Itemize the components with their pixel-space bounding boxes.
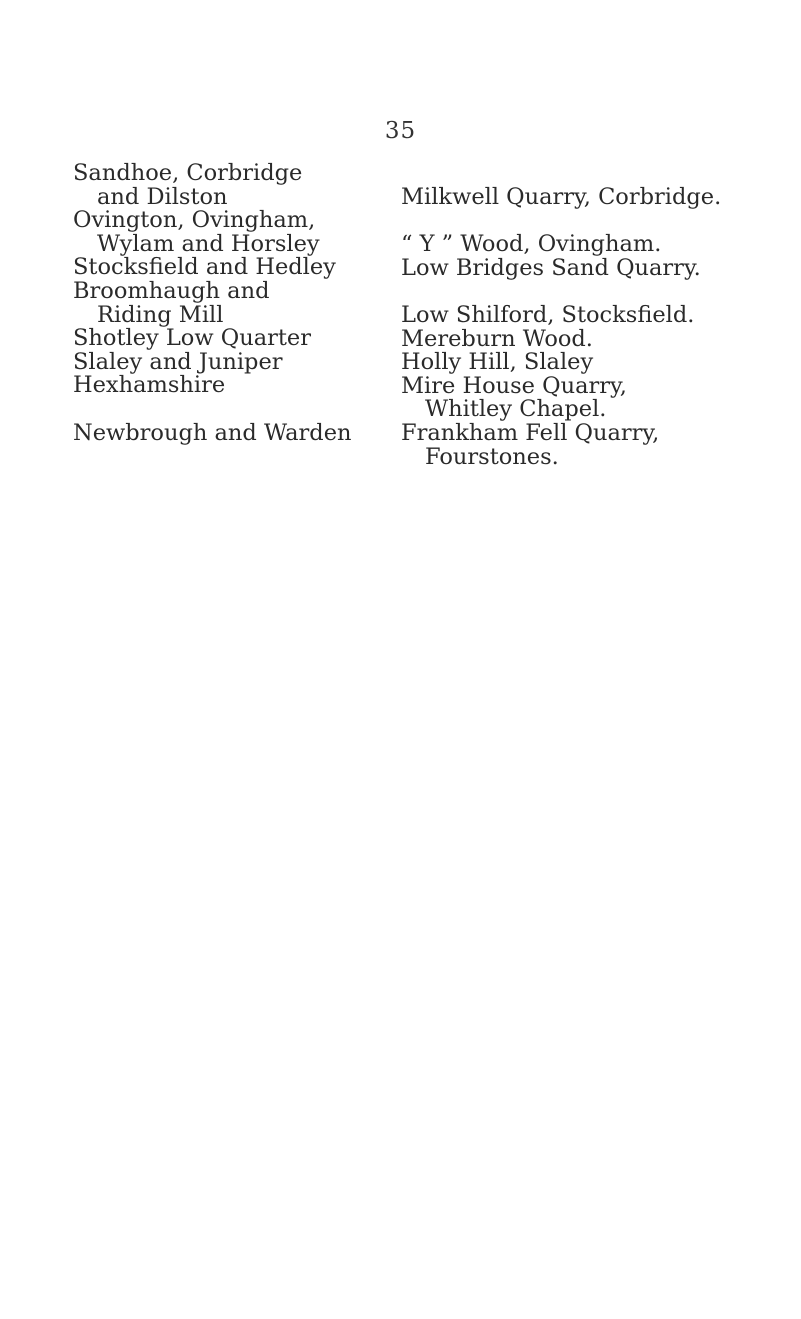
district-line: Broomhaugh and — [73, 277, 270, 304]
location-line: Mire House Quarry, — [401, 372, 627, 399]
location-line: Low Shilford, Stocksfield. — [401, 301, 695, 328]
district-line: and Dilston — [97, 183, 228, 210]
right-column-locations — [401, 186, 721, 469]
district-line: Hexhamshire — [73, 372, 226, 399]
location-line: Low Bridges Sand Quarry. — [401, 254, 701, 281]
district-line: Newbrough and Warden — [73, 419, 352, 446]
spacer — [401, 210, 721, 234]
location-line: “ Y ” Wood, Ovingham. — [401, 231, 662, 258]
location-line: Milkwell Quarry, Corbridge. — [401, 184, 722, 210]
spacer — [401, 280, 721, 304]
district-line: Ovington, Ovingham, — [73, 207, 316, 234]
district-line: Riding Mill — [97, 301, 224, 328]
spacer — [73, 398, 352, 422]
district-line: Wylam and Horsley — [97, 230, 320, 257]
page-number: 35 — [384, 118, 417, 144]
district-line: Slaley and Juniper — [73, 348, 283, 375]
district-line: Sandhoe, Corbridge — [73, 160, 303, 186]
location-line: Frankham Fell Quarry, — [401, 419, 660, 446]
location-line: Holly Hill, Slaley — [401, 349, 594, 376]
location-line: Whitley Chapel. — [425, 396, 607, 423]
district-line: Stocksfield and Hedley — [73, 254, 336, 281]
location-line: Mereburn Wood. — [401, 325, 593, 352]
left-column-districts — [73, 162, 352, 445]
district-line: Shotley Low Quarter — [73, 325, 311, 352]
location-line: Fourstones. — [425, 443, 559, 470]
